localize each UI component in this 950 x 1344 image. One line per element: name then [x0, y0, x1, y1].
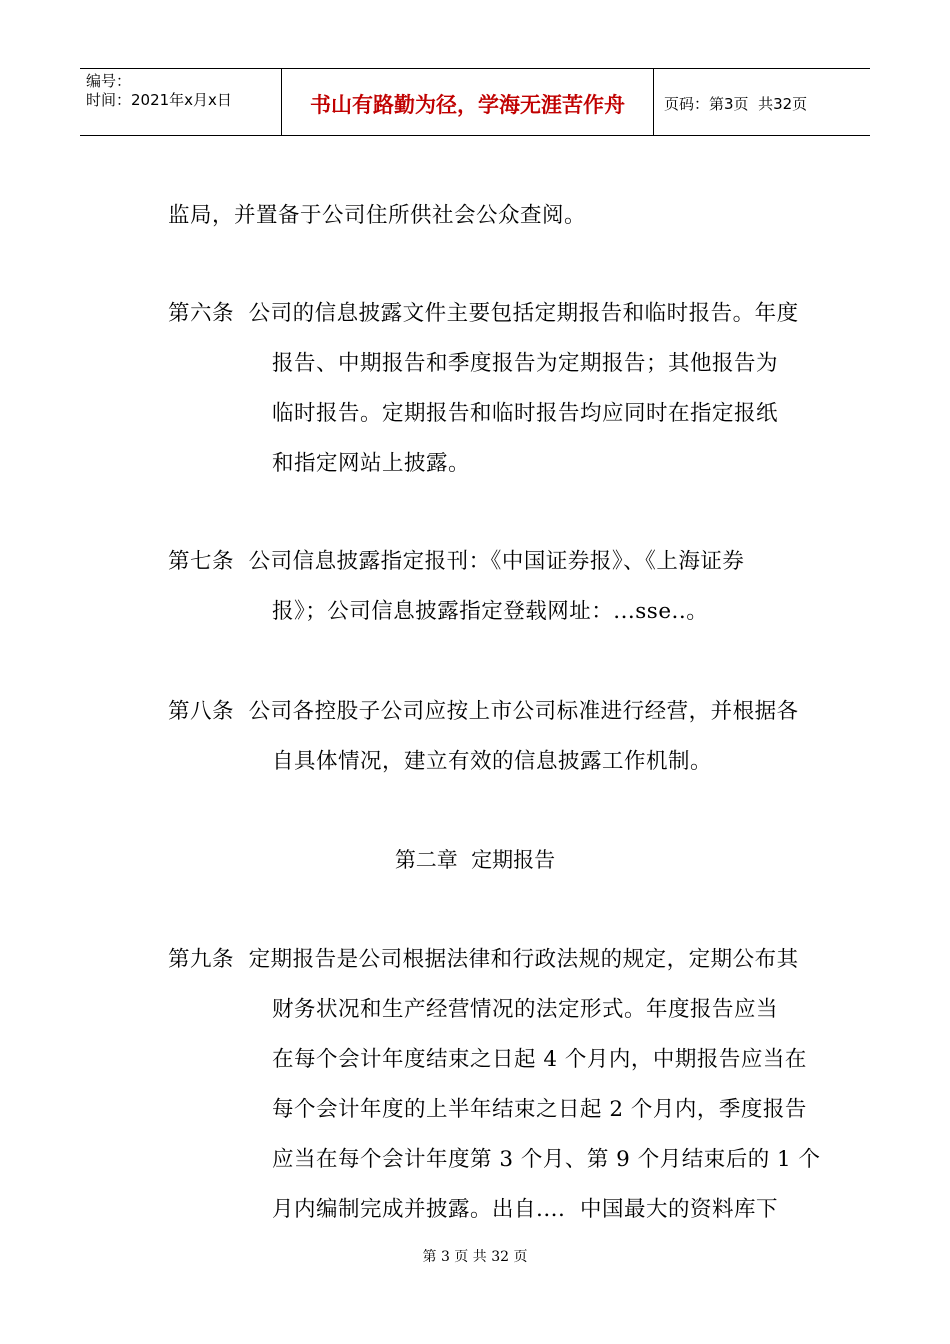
article-7-line: 报》；公司信息披露指定登载网址：...sse..。 [272, 599, 709, 624]
page-footer: 第 3 页 共 32 页 [422, 1249, 528, 1265]
article-6-line: 和指定网站上披露。 [272, 451, 471, 476]
article-6-line: 第六条 公司的信息披露文件主要包括定期报告和临时报告。年度 [168, 301, 799, 326]
article-9-line: 每个会计年度的上半年结束之日起 2 个月内，季度报告 [272, 1097, 807, 1122]
page-info-text: 页码：第3页 共32页 [664, 95, 808, 113]
article-6-line: 临时报告。定期报告和临时报告均应同时在指定报纸 [272, 401, 779, 426]
document-time-label: 时间：2021年x月x日 [86, 91, 232, 109]
header-motto [282, 69, 654, 135]
article-7-line: 第七条 公司信息披露指定报刊：《中国证券报》、《上海证券 [168, 549, 745, 574]
article-9-line: 财务状况和生产经营情况的法定形式。年度报告应当 [272, 997, 779, 1022]
page-header [80, 68, 870, 136]
article-8-line: 自具体情况，建立有效的信息披露工作机制。 [272, 749, 713, 774]
motto-text: 书山有路勤为径，学海无涯苦作舟 [310, 93, 625, 117]
article-6-line: 报告、中期报告和季度报告为定期报告；其他报告为 [272, 351, 779, 376]
article-9-line: 月内编制完成并披露。出自.... 中国最大的资料库下 [272, 1197, 779, 1222]
article-9-line: 在每个会计年度结束之日起 4 个月内，中期报告应当在 [272, 1047, 807, 1072]
article-8-line: 第八条 公司各控股子公司应按上市公司标准进行经营，并根据各 [168, 699, 799, 724]
article-9-line: 第九条 定期报告是公司根据法律和行政法规的规定，定期公布其 [168, 947, 799, 972]
chapter-heading: 第二章 定期报告 [394, 848, 556, 872]
document-number-label: 编号： [86, 72, 132, 90]
article-9-line: 应当在每个会计年度第 3 个月、第 9 个月结束后的 1 个 [272, 1147, 821, 1172]
header-meta [80, 69, 282, 135]
paragraph-line: 监局，并置备于公司住所供社会公众查阅。 [168, 203, 587, 228]
header-page-info [654, 69, 870, 135]
